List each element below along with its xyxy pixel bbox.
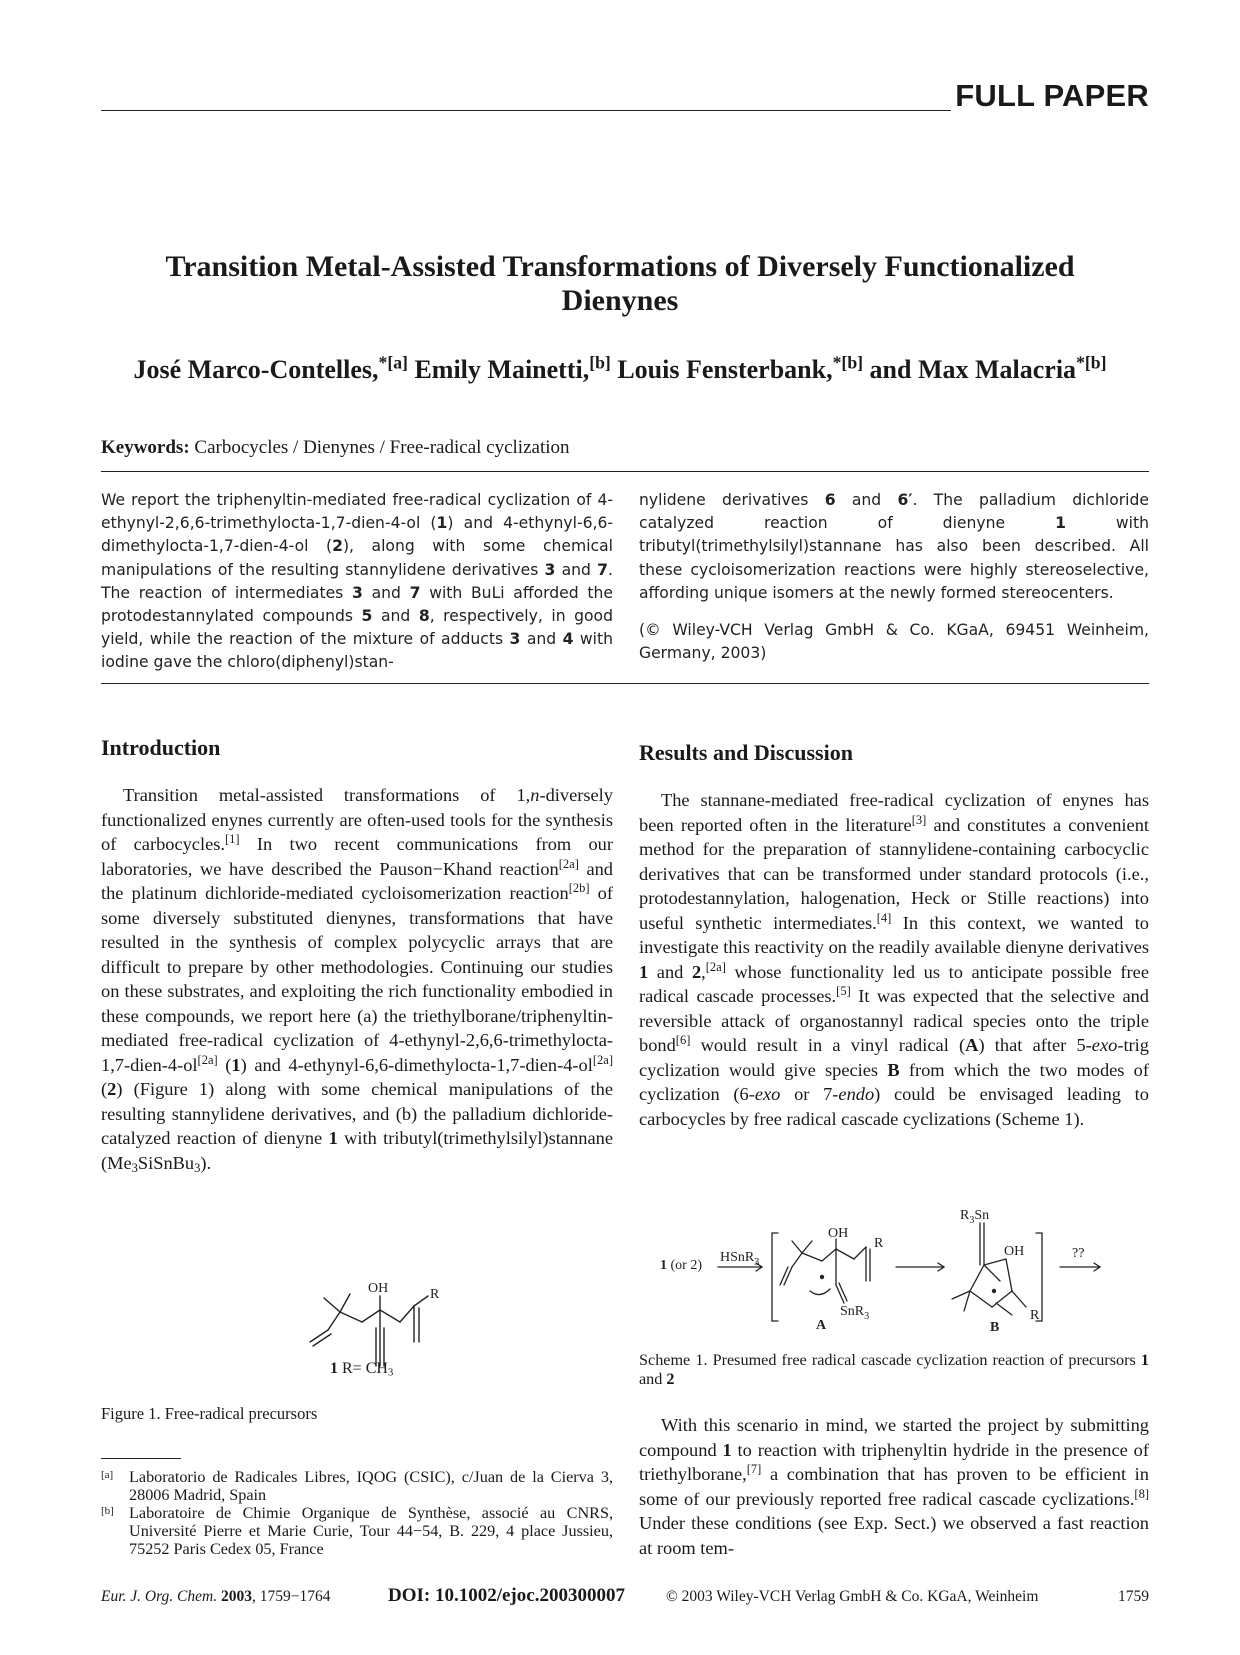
author-name: Emily Mainetti, [414, 355, 590, 384]
footnote-affiliation-b [101, 1504, 613, 1560]
scheme1-a-r: R [874, 1236, 884, 1251]
figure1-caption: Figure 1. Free-radical precursors [101, 1404, 318, 1423]
results-heading: Results and Discussion [639, 740, 853, 765]
figure1-compound-label: 1 $R= CH_3$ [330, 1360, 394, 1379]
scheme1-caption: Scheme 1. Presumed free radical cascade cyclization reaction of precursors 1 and 2 [639, 1351, 1149, 1388]
keywords [101, 437, 1151, 459]
footer-journal-citation: Eur. J. Org. Chem. 2003, 1759−1764 [101, 1588, 331, 1605]
footer-doi: DOI: 10.1002/ejoc.200300007 [388, 1585, 625, 1606]
section-label: FULL PAPER [955, 78, 1149, 113]
keywords-label: Keywords: [101, 437, 190, 458]
results-text-continued: With this scenario in mind, we started the project by submitting compound 1 to reaction with triphenyltin hydride in the presence of triethylborane,[7] a combination that has proven to be efficient in some of our previously reported free radical cascade cyclizations.[8] Under these conditions (see Exp. Sect.) we observed a fast reaction at room tem- [639, 1415, 1149, 1558]
author-name: and Max Malacria [869, 355, 1077, 384]
scheme1-diagram [660, 1195, 1150, 1335]
abstract-bottom-rule [101, 683, 1149, 684]
author-name: Louis Fensterbank, [617, 355, 833, 384]
figure1-oh-label: OH [368, 1281, 389, 1296]
figure1-r-label: R [430, 1287, 440, 1302]
footnote-text: Laboratorio de Radicales Libres, IQOG (CSIC), c/Juan de la Cierva 3, 28006 Madrid, Spain [129, 1468, 613, 1504]
scheme1-a-snr3: SnR$_3$ [840, 1304, 870, 1322]
abstract-copyright: (© Wiley-VCH Verlag GmbH & Co. KGaA, 69451 Weinheim, Germany, 2003) [639, 621, 1149, 663]
page-number: 1759 [1118, 1588, 1149, 1605]
scheme1-reagent: HSnR$_3$ [720, 1250, 760, 1268]
paper-title: Transition Metal-Assisted Transformations of Diversely Functionalized Dienynes [165, 250, 1075, 317]
abstract-left-column: We report the triphenyltin-mediated free-radical cyclization of 4-ethynyl-2,6,6-trimethylocta-1,7-dien-4-ol (1) and 4-ethynyl-6,6-dimethylocta-1,7-dien-4-ol (2), along with some chemical manipulations of the resulting stannylidene derivatives 3 and 7. The reaction of intermediates 3 and 7 with BuLi afforded the protodestannylated compounds 5 and 8, respectively, in good yield, while the reaction of the mixture of adducts 3 and 4 with iodine gave the chloro(diphenyl)stan- [101, 491, 613, 672]
footnote-rule [101, 1458, 181, 1459]
footnote-text: Laboratoire de Chimie Organique de Synthèse, associé au CNRS, Université Pierre et Marie Curie, Tour 44−54, B. 229, 4 place Jussieu, 75252 Paris Cedex 05, France [129, 1504, 613, 1558]
scheme1-b-r3sn: $R_3Sn$ [960, 1208, 990, 1226]
scheme1-a-curved-arrow [810, 1289, 830, 1295]
author-affiliation: *[b] [832, 352, 864, 373]
abstract-continuation: nylidene derivatives 6 and 6′. The palladium dichloride catalyzed reaction of dienyne 1 with tributyl(trimethylsilyl)stannane has also been described. All these cycloisomerization reactions were highly stereoselective, affording unique isomers at the newly formed stereocenters. [639, 491, 1149, 602]
author-affiliation: [b] [589, 352, 611, 373]
scheme1-b-r: R [1030, 1308, 1040, 1323]
scheme1-start-compound: 1 (or 2) [660, 1258, 702, 1273]
footnote-affiliation-a [101, 1468, 613, 1504]
author-affiliation: *[a] [378, 352, 408, 373]
author-name: José Marco-Contelles, [133, 355, 379, 384]
scheme1-label-b: B [990, 1320, 1000, 1335]
scheme1-a-oh: OH [828, 1226, 849, 1241]
results-text: The stannane-mediated free-radical cyclization of enynes has been reported often in the literature[3] and constitutes a convenient method for the preparation of stannylidene-containing carbocyclic derivatives that can be transformed under standard protocols (i.e., protodestannylation, halogenation, Heck or Stille reactions) into useful synthetic intermediates.[4] In this context, we wanted to investigate this reactivity on the readily available dienyne derivatives 1 and 2,[2a] whose functionality led us to anticipate possible free radical cascade processes.[5] It was expected that the selective and reversible attack of organostannyl radical species onto the triple bond[6] would result in a vinyl radical (A) that after 5-exo-trig cyclization would give species B from which the two modes of cyclization (6-exo or 7-endo) could be envisaged leading to carbocycles by free radical cascade cyclizations (Scheme 1). [639, 790, 1150, 1129]
footer-copyright: © 2003 Wiley-VCH Verlag GmbH & Co. KGaA, Weinheim [666, 1588, 1039, 1605]
header-rule [101, 110, 951, 111]
introduction-text: Transition metal-assisted transformations of 1,n-diversely functionalized enynes currently are often-used tools for the synthesis of carbocycles.[1] In two recent communications from our laboratories, we have described the Pauson−Khand reaction[2a] and the platinum dichloride-mediated cycloisomerization reaction[2b] of some diversely substituted dienynes, transformations that have resulted in the synthesis of complex polycyclic arrays that are difficult to prepare by other methodologies. Continuing our studies on these substrates, and exploiting the rich functionality embodied in these compounds, we report here (a) the triethylborane/triphenyltin-mediated free-radical cyclization of 4-ethynyl-2,6,6-trimethylocta-1,7-dien-4-ol[2a] (1) and 4-ethynyl-6,6-dimethylocta-1,7-dien-4-ol[2a] (2) (Figure 1) along with some chemical manipulations of the resulting stannylidene derivatives, and (b) the palladium dichloride-catalyzed reaction of dienyne 1 with tributyl(trimethylsilyl)stannane $(Me_3SiSnBu_3)$. [101, 785, 614, 1175]
scheme1-label-a: A [816, 1318, 827, 1333]
scheme1-arrow-question: ?? [1072, 1246, 1085, 1261]
page-footer [101, 1585, 1149, 1612]
keywords-text: Carbocycles / Dienynes / Free-radical cyclization [194, 437, 570, 458]
footnote-mark: [b] [101, 1505, 114, 1517]
scheme1-bracket-left [772, 1233, 778, 1321]
author-list [100, 354, 1140, 386]
scheme1-a-radical-dot [820, 1275, 824, 1279]
scheme1-b-radical-dot [992, 1289, 996, 1293]
author-affiliation: *[b] [1076, 352, 1107, 373]
footnote-mark: [a] [101, 1469, 114, 1481]
figure1-bonds [310, 1294, 428, 1366]
introduction-heading: Introduction [101, 735, 221, 760]
abstract-top-rule [101, 471, 1149, 472]
abstract-right-column [639, 489, 1149, 665]
scheme1-b-oh: OH [1004, 1244, 1025, 1259]
